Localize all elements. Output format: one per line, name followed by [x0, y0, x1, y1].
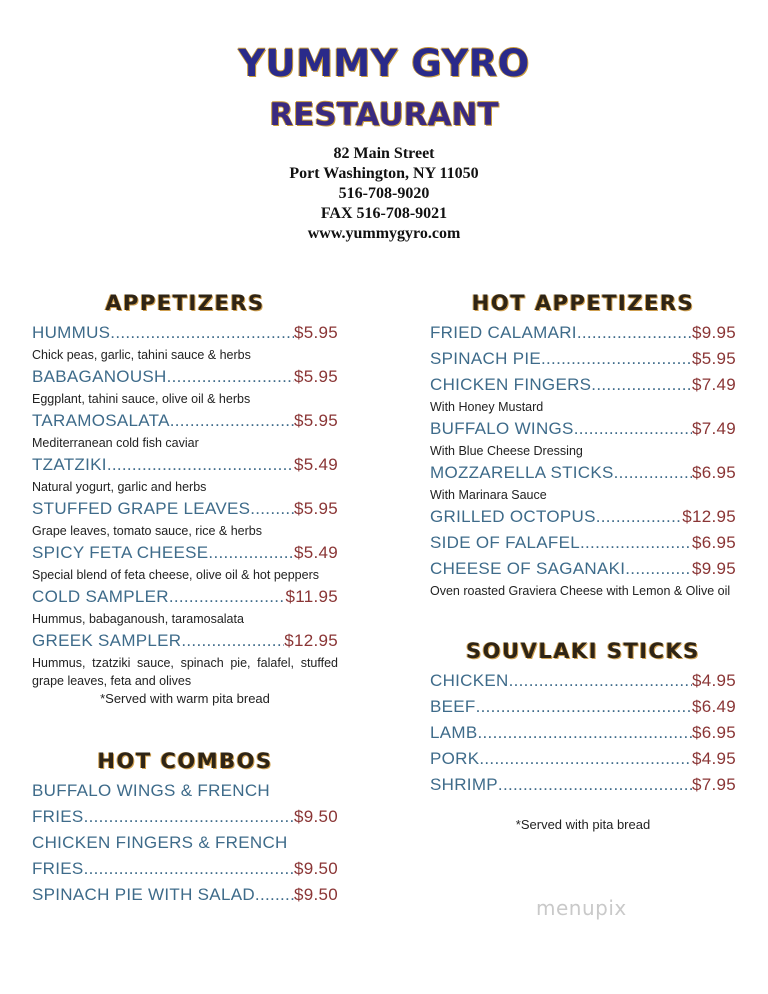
item-price: $11.95 — [285, 587, 338, 606]
appetizers-note: *Served with warm pita bread — [100, 691, 270, 706]
item-price: $5.95 — [293, 367, 338, 386]
menu-item — [32, 408, 338, 452]
item-name: CHICKEN FINGERS — [430, 375, 592, 394]
item-name: TZATZIKI — [32, 455, 107, 474]
item-name: GREEK SAMPLER — [32, 631, 182, 650]
item-name: SIDE OF FALAFEL — [430, 533, 580, 552]
item-name-line: CHICKEN FINGERS & FRENCH — [32, 833, 288, 852]
item-price: $5.49 — [293, 543, 338, 562]
menu-item — [32, 584, 338, 628]
item-name: FRIES — [32, 807, 84, 826]
item-description: With Blue Cheese Dressing — [430, 444, 583, 458]
item-name: GRILLED OCTOPUS — [430, 507, 596, 526]
phone-number: 516-708-9020 — [338, 185, 430, 202]
item-description: Grape leaves, tomato sauce, rice & herbs — [32, 524, 262, 538]
item-price: $7.49 — [691, 375, 736, 394]
menu-item — [32, 830, 338, 882]
right-column — [430, 288, 736, 834]
item-description: With Marinara Sauce — [430, 488, 547, 502]
menu-item — [430, 556, 736, 600]
section-title-souvlaki: SOUVLAKI STICKS — [466, 639, 700, 663]
item-price: $4.95 — [691, 671, 736, 690]
item-description: Special blend of feta cheese, olive oil & hot peppers — [32, 568, 319, 582]
item-price: $7.49 — [691, 419, 736, 438]
item-price: $4.95 — [691, 749, 736, 768]
menu-item — [430, 694, 736, 720]
item-name: SPICY FETA CHEESE — [32, 543, 209, 562]
item-description: Chick peas, garlic, tahini sauce & herbs — [32, 348, 251, 362]
item-price: $9.95 — [691, 559, 736, 578]
item-name: SHRIMP — [430, 775, 498, 794]
item-name: FRIED CALAMARI — [430, 323, 577, 342]
item-description: Oven roasted Graviera Cheese with Lemon & Olive oil — [430, 584, 731, 598]
menu-item — [32, 882, 338, 908]
menu-item — [32, 496, 338, 540]
item-price: $12.95 — [682, 507, 736, 526]
menu-item — [430, 460, 736, 504]
item-name: PORK — [430, 749, 480, 768]
left-column — [32, 288, 338, 908]
item-price: $6.95 — [691, 463, 736, 482]
website: www.yummygyro.com — [307, 225, 461, 242]
item-name: MOZZARELLA STICKS — [430, 463, 614, 482]
item-price: $6.95 — [691, 723, 736, 742]
menu-item — [430, 746, 736, 772]
item-price: $5.95 — [293, 499, 338, 518]
item-name: FRIES — [32, 859, 84, 878]
city-address: Port Washington, NY 11050 — [289, 165, 479, 182]
section-title-appetizers: APPETIZERS — [105, 291, 265, 315]
menu-item — [32, 320, 338, 364]
item-description: Eggplant, tahini sauce, olive oil & herbs — [32, 392, 251, 406]
item-name: HUMMUS — [32, 323, 111, 342]
menu-item — [430, 320, 736, 346]
item-price: $9.50 — [293, 885, 338, 904]
item-description: Hummus, babaganoush, taramosalata — [32, 612, 244, 626]
item-name: CHEESE OF SAGANAKI — [430, 559, 626, 578]
menu-item — [430, 416, 736, 460]
menu-item — [430, 346, 736, 372]
item-name: BEEF — [430, 697, 476, 716]
section-title-hot-appetizers: HOT APPETIZERS — [471, 291, 695, 315]
street-address: 82 Main Street — [333, 145, 435, 162]
menu-item — [430, 772, 736, 798]
menu-item — [430, 668, 736, 694]
item-price: $5.95 — [691, 349, 736, 368]
menu-item — [32, 452, 338, 496]
item-name: STUFFED GRAPE LEAVES — [32, 499, 251, 518]
fax-number: FAX 516-708-9021 — [320, 205, 448, 222]
item-price: $6.49 — [691, 697, 736, 716]
menu-item — [430, 720, 736, 746]
item-price: $5.49 — [293, 455, 338, 474]
item-name: BUFFALO WINGS — [430, 419, 574, 438]
item-name: SPINACH PIE WITH SALAD — [32, 885, 255, 904]
souvlaki-note: *Served with pita bread — [515, 817, 651, 832]
item-name: CHICKEN — [430, 671, 509, 690]
restaurant-name: YUMMY GYRO — [238, 42, 530, 85]
menu-item — [32, 540, 338, 584]
item-name: COLD SAMPLER — [32, 587, 169, 606]
item-price: $5.95 — [293, 323, 338, 342]
item-price: $9.95 — [691, 323, 736, 342]
menupix-watermark: menupix — [536, 896, 627, 920]
menu-item — [32, 628, 338, 690]
item-price: $9.50 — [293, 807, 338, 826]
item-price: $5.95 — [293, 411, 338, 430]
item-name: SPINACH PIE — [430, 349, 541, 368]
menu-item — [430, 372, 736, 416]
section-title-hot-combos: HOT COMBOS — [97, 749, 273, 773]
item-description: Hummus, tzatziki sauce, spinach pie, falafel, stuffed grape leaves, feta and olives — [32, 656, 338, 688]
menu-item — [430, 530, 736, 556]
item-description: Natural yogurt, garlic and herbs — [32, 480, 207, 494]
item-name-line: BUFFALO WINGS & FRENCH — [32, 781, 271, 800]
item-name: TARAMOSALATA — [32, 411, 170, 430]
item-price: $12.95 — [284, 631, 338, 650]
menu-header — [0, 40, 768, 244]
item-description: Mediterranean cold fish caviar — [32, 436, 199, 450]
item-description: With Honey Mustard — [430, 400, 544, 414]
menu-item — [430, 504, 736, 530]
item-price: $7.95 — [691, 775, 736, 794]
item-price: $6.95 — [691, 533, 736, 552]
restaurant-subtitle: RESTAURANT — [269, 97, 499, 133]
item-price: $9.50 — [293, 859, 338, 878]
item-name: LAMB — [430, 723, 478, 742]
menu-item — [32, 778, 338, 830]
menu-item — [32, 364, 338, 408]
item-name: BABAGANOUSH — [32, 367, 167, 386]
